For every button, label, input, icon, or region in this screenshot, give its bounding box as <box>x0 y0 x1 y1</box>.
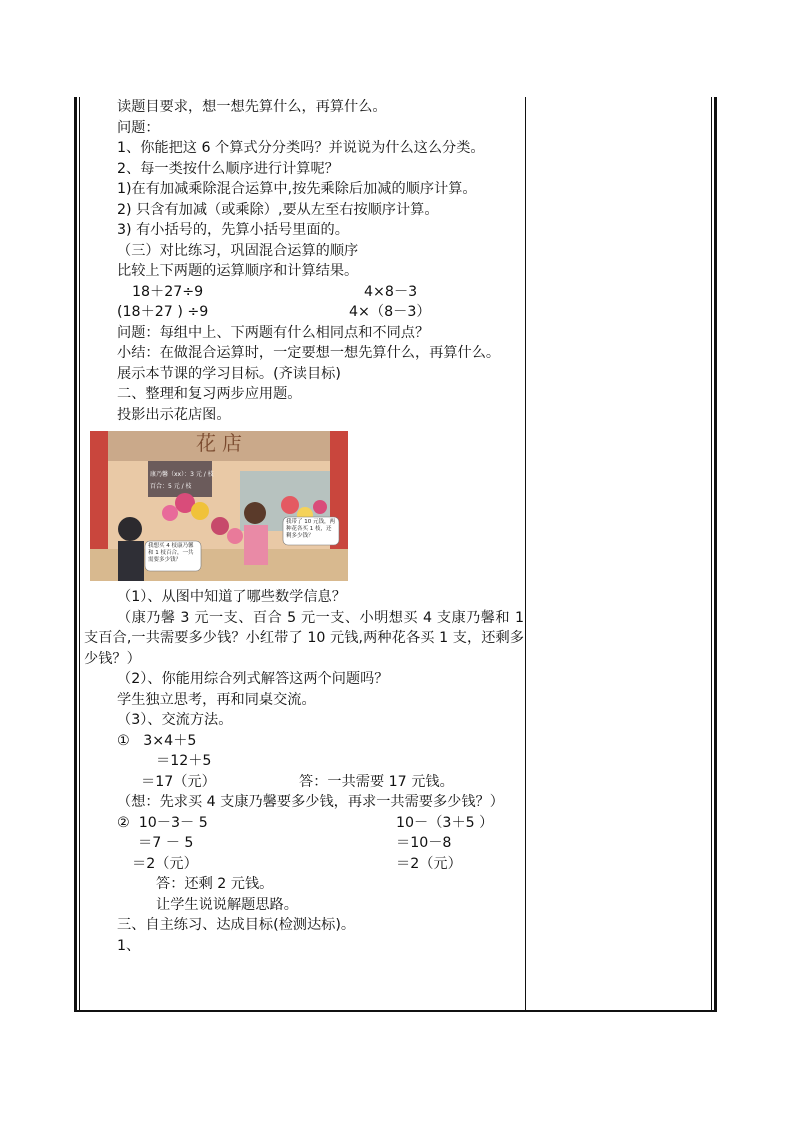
answer-text: 答：一共需要 17 元钱。 <box>299 773 454 790</box>
compare-row <box>84 302 524 323</box>
text-line: ＝12＋5 <box>156 753 212 769</box>
text-line: 展示本节课的学习目标。(齐读目标) <box>117 365 341 382</box>
text-line: 读题目要求，想一想先算什么，再算什么。 <box>117 99 387 115</box>
text-paragraph: 小结：在做混合运算时，一定要想一想先算什么，再算什么。 <box>117 345 501 361</box>
expression: 10－（3＋5 ） <box>396 814 494 831</box>
table-right-border <box>714 97 717 1012</box>
table-left-border <box>74 97 77 1012</box>
text-line: 2、每一类按什么顺序进行计算呢？ <box>117 160 339 177</box>
text-line: 3) 有小括号的，先算小括号里面的。 <box>117 222 349 238</box>
text-line: 让学生说说解题思路。 <box>156 896 298 913</box>
text-line: 二、整理和复习两步应用题。 <box>117 386 302 402</box>
text-line: 比较上下两题的运算顺序和计算结果。 <box>117 263 359 279</box>
flower-shop-illustration <box>90 431 348 581</box>
table-right-border-inner <box>711 97 712 1012</box>
text-line: 问题：每组中上、下两题有什么相同点和不同点？ <box>117 324 430 341</box>
text-line: （2）、你能用综合列式解答这两个问题吗？ <box>117 671 389 687</box>
compare-row <box>84 282 524 303</box>
text-line: （3）、交流方法。 <box>117 712 233 728</box>
text-line: （三）对比练习，巩固混合运算的顺序 <box>117 242 359 259</box>
answer-row <box>84 772 524 793</box>
boy-speech-bubble: 我想买 4 枝康乃馨和 1 枝百合，一共需要多少钱？ <box>148 543 194 563</box>
text-line: 学生独立思考，再和同桌交流。 <box>117 691 316 708</box>
text-line: 1)在有加减乘除混合运算中,按先乘除后加减的顺序计算。 <box>117 181 477 197</box>
text-line: 1、你能把这 6 个算式分分类吗？并说说为什么这么分类。 <box>117 140 485 156</box>
girl-speech-bubble: 我带了 10 元钱，两种花各买 1 枝，还剩多少钱？ <box>286 519 335 539</box>
expression: ＝17（元） <box>141 773 216 790</box>
text-line: 投影出示花店图。 <box>117 406 231 423</box>
expression: ＝2（元） <box>396 855 462 872</box>
shop-sign: 花店 <box>196 431 248 455</box>
lesson-content <box>84 97 524 956</box>
compare-row <box>84 833 524 854</box>
text-line: 问题： <box>117 119 160 136</box>
compare-row <box>84 854 524 875</box>
expression: 4×（8－3） <box>349 304 431 320</box>
expression: ＝2（元） <box>132 855 198 872</box>
expression: ② 10－3－ 5 <box>117 814 208 831</box>
text-line: 1、 <box>117 937 141 954</box>
text-line: （1）、从图中知道了哪些数学信息？ <box>117 589 346 605</box>
text-line: ① 3×4＋5 <box>117 732 197 749</box>
column-divider <box>525 97 526 1012</box>
text-line: 三、自主练习、达成目标(检测达标)。 <box>117 917 356 933</box>
table-left-border-inner <box>79 97 80 1012</box>
expression: 4×8－3 <box>364 283 418 300</box>
text-line: 答：还剩 2 元钱。 <box>156 876 274 892</box>
text-paragraph: （康乃馨 3 元一支、百合 5 元一支、小明想买 4 支康乃馨和 1 支百合,一共需要多少钱？小红带了 10 元钱,两种花各买 1 支，还剩多少钱？） <box>84 609 524 667</box>
compare-row <box>84 813 524 834</box>
expression: ＝7 － 5 <box>138 835 194 851</box>
expression: (18＋27 ) ÷9 <box>117 304 209 320</box>
text-line: 2) 只含有加减（或乘除）,要从左至右按顺序计算。 <box>117 201 439 218</box>
expression: ＝10－8 <box>396 835 452 851</box>
price-line: 康乃馨（xx）：3 元 / 枝 <box>150 471 214 478</box>
price-line: 百合：5 元 / 枝 <box>150 483 192 490</box>
text-paragraph: （想：先求买 4 支康乃馨要多少钱，再求一共需要多少钱？） <box>117 794 504 810</box>
table-bottom-border <box>74 1010 717 1012</box>
expression: 18＋27÷9 <box>132 283 204 300</box>
